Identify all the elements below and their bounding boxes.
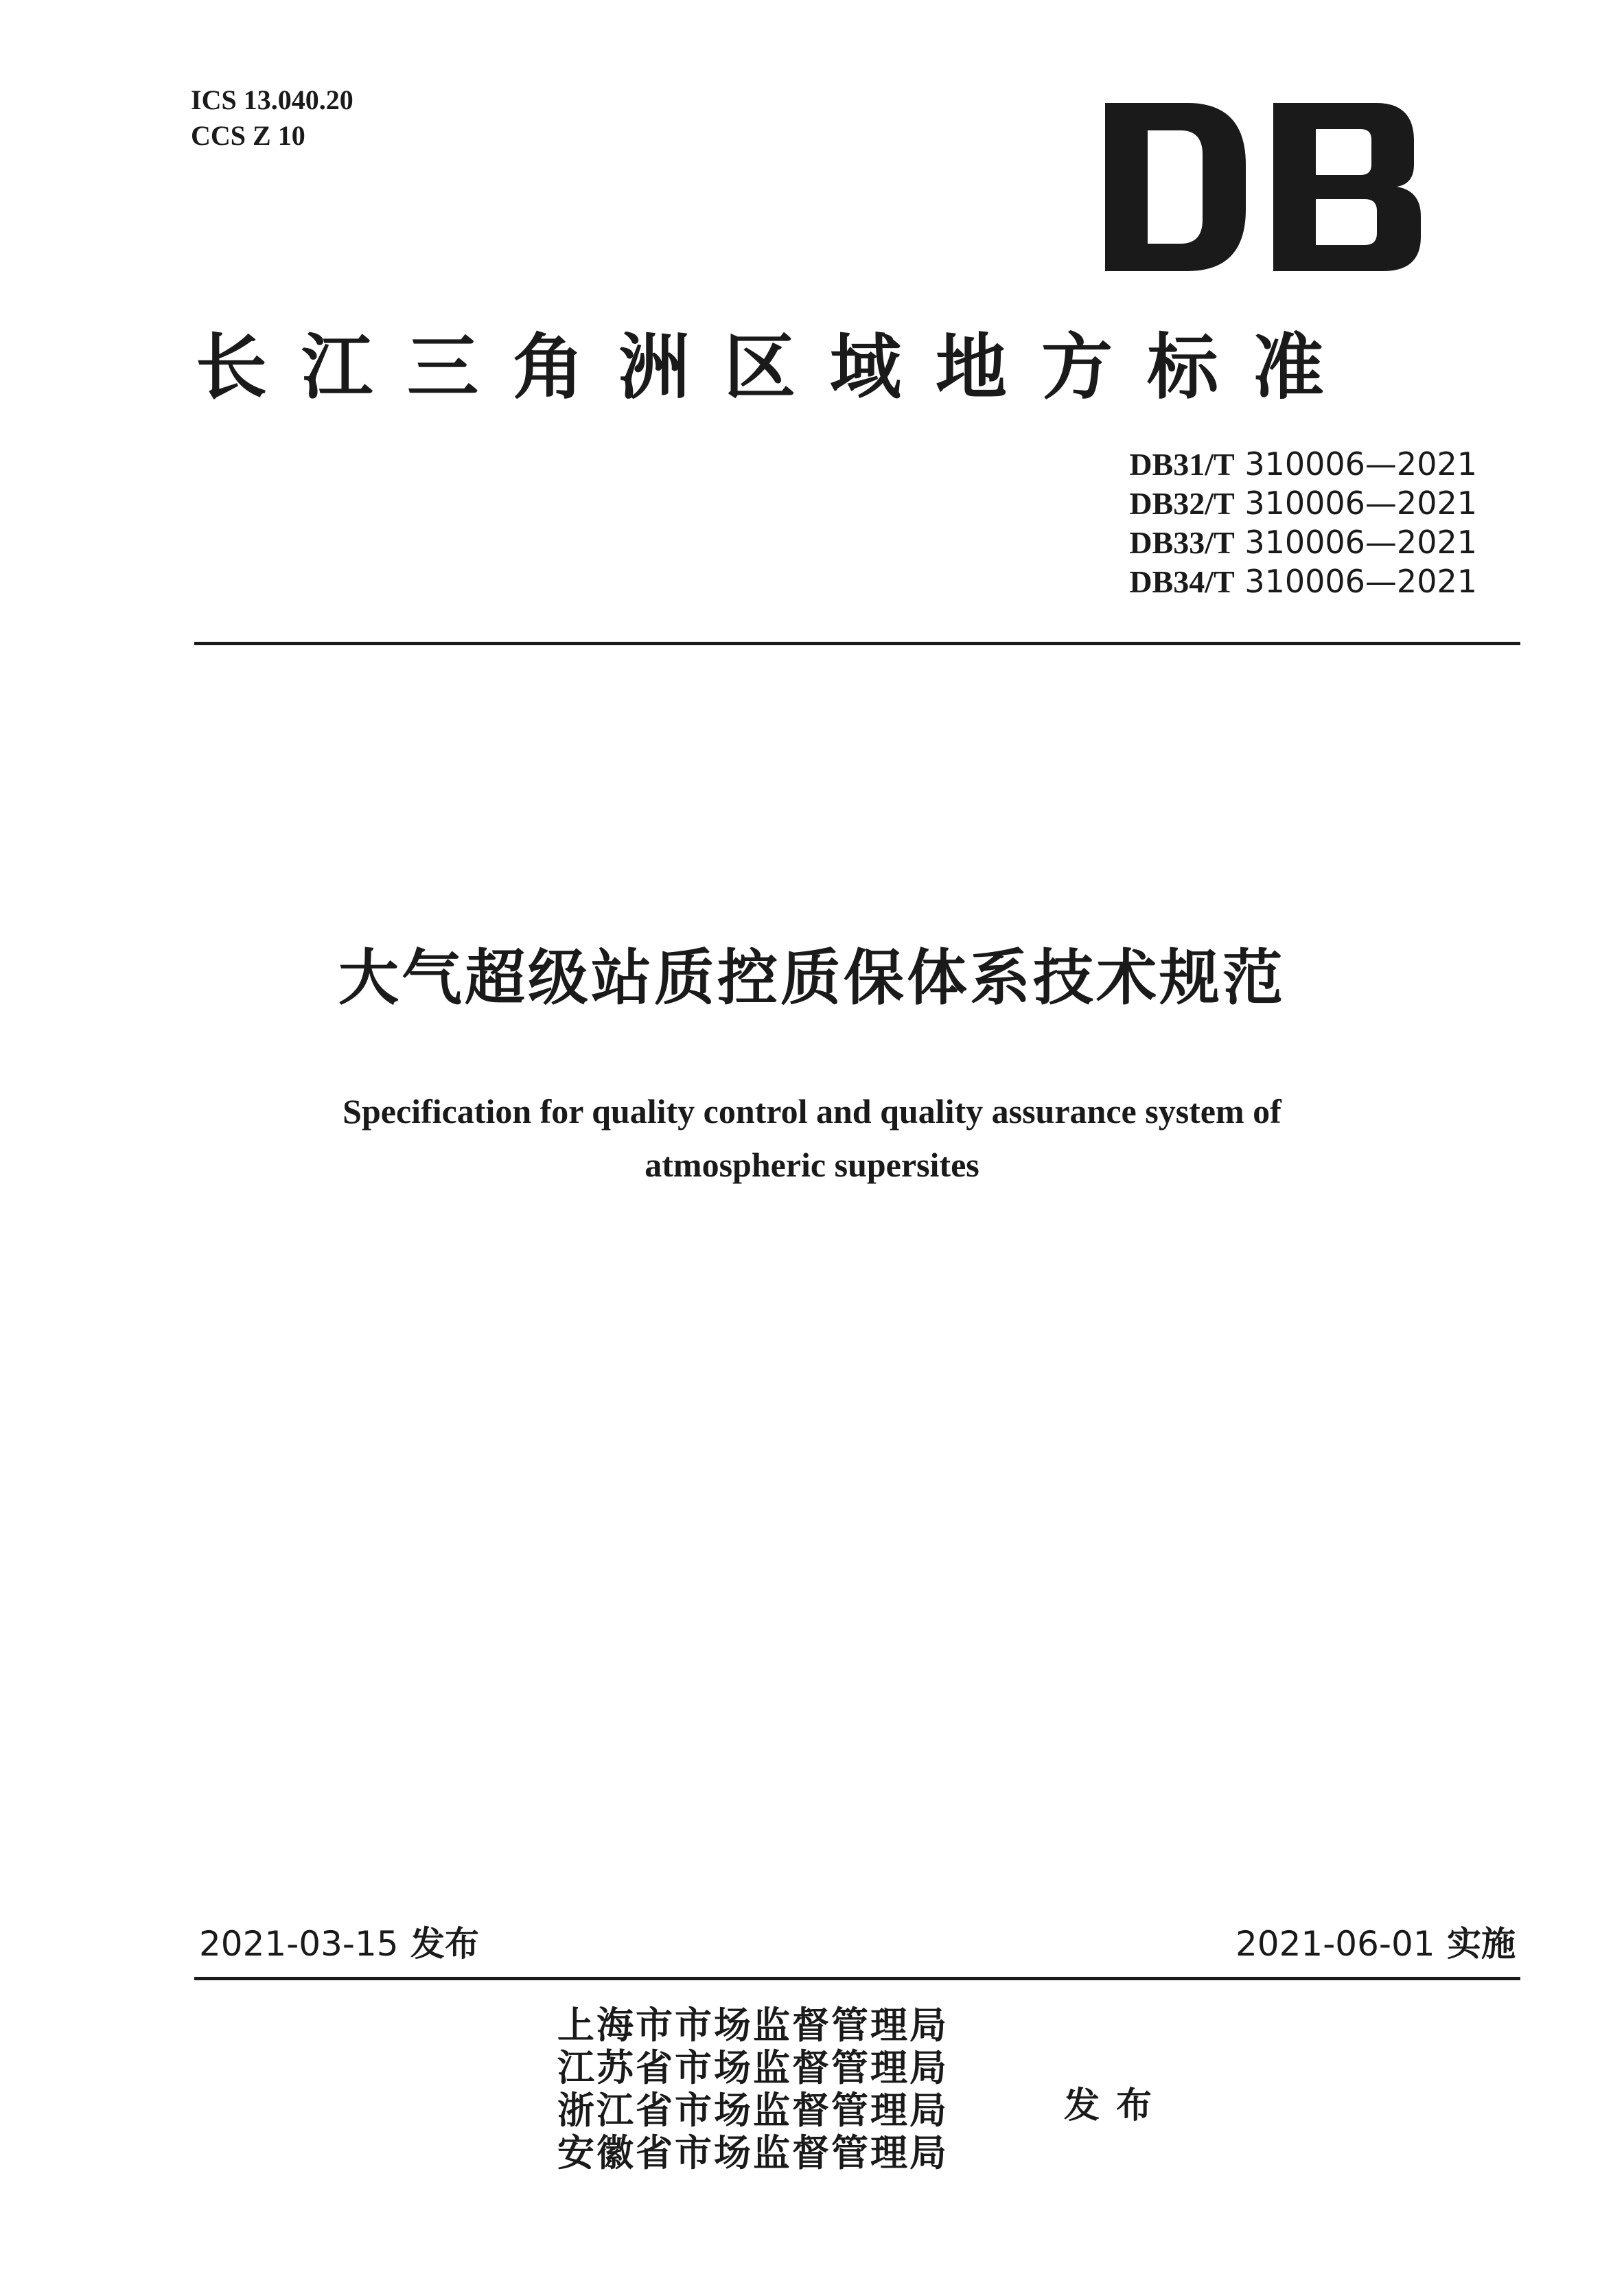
issue-word: 发布 [1064,2085,1169,2126]
ics-code: ICS 13.040.20 [191,84,353,115]
title-en-line-2: atmospheric supersites [645,1146,979,1184]
classification-codes [191,82,353,154]
issuer: 浙江省市场监督管理局 [557,2089,949,2132]
document-title-en [0,1085,1624,1192]
implement-date-value: 2021-06-01 [1236,1924,1435,1964]
standard-numbers [1129,445,1477,601]
issuer: 江苏省市场监督管理局 [557,2046,949,2089]
issue-date-label: 发布 [398,1924,479,1964]
standard-type-title: 长江三角洲区域地方标准 [196,325,1359,409]
db-logo [1105,103,1421,271]
document-title-cn: 大气超级站质控质保体系技术规范 [338,942,1286,1013]
standard-number-row: DB33/T 310006—2021 [1129,524,1477,561]
implement-date [1236,1922,1516,1966]
title-en-line-1: Specification for quality control and quality assurance system of [343,1092,1281,1130]
standard-number-row: DB34/T 310006—2021 [1129,563,1477,600]
standard-number-row: DB31/T 310006—2021 [1129,445,1477,483]
logo-letter-d [1105,103,1246,271]
footer-divider [194,1977,1520,1980]
issuer: 上海市市场监督管理局 [557,2004,949,2047]
issue-date [199,1922,479,1966]
logo-letter-b [1273,103,1421,271]
issue-date-value: 2021-03-15 [199,1924,399,1964]
issuing-authorities [557,2004,949,2175]
issuer: 安徽省市场监督管理局 [557,2131,949,2175]
header-divider [194,642,1520,645]
ccs-code: CCS Z 10 [191,120,305,151]
implement-date-label: 实施 [1435,1924,1516,1964]
standard-number-row: DB32/T 310006—2021 [1129,485,1477,522]
